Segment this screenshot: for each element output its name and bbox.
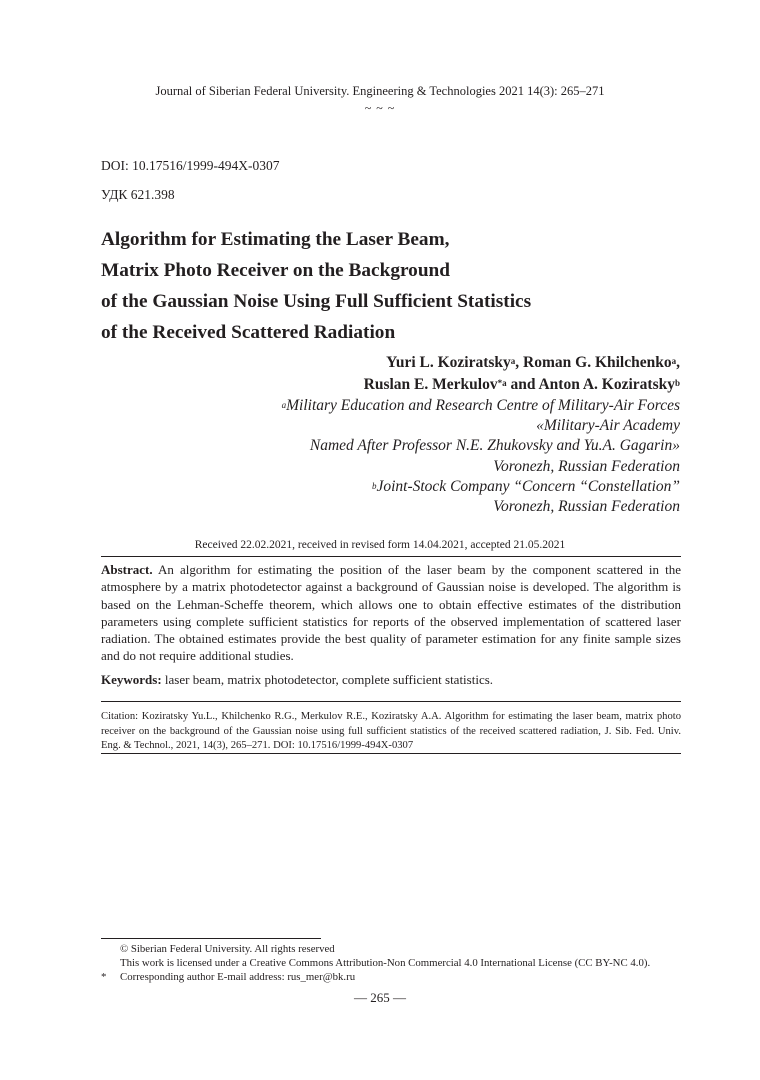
abstract-text: An algorithm for estimating the position of the laser beam by the component scattered in the atmosphere by a matrix photodetector against a background of Gaussian noise is developed. The algorithm is based on the Lehman-Scheffe theorem, which allows one to obtain effective estimates of the distribution parameters using complete sufficient statistics for reports of the observed implementation of scattered laser radiation. The obtained estimates provide the best quality of parameter estimation for any finite sample sizes and do not require additional studies. — [101, 562, 681, 664]
keywords — [101, 671, 681, 688]
corresponding-footnote — [101, 970, 355, 984]
page-number: — 265 — — [354, 990, 406, 1005]
citation: Citation: Koziratsky Yu.L., Khilchenko R.G., Merkulov R.E., Koziratsky A.A. Algorithm for estimating the laser beam, matrix photo receiver on the background of the Gaussian noise using full sufficient statistics of the received scattered radiation, J. Sib. Fed. Univ. Eng. & Technol., 2021, 14(3), 265–271. DOI: 10.17516/1999-494X-0307 — [101, 711, 681, 751]
citation-bottom-rule — [101, 753, 681, 754]
affiliations — [80, 396, 680, 517]
received-dates: Received 22.02.2021, received in revised form 14.04.2021, accepted 21.05.2021 — [194, 539, 566, 551]
author-affil-mark: *a — [497, 378, 507, 388]
title-line: of the Gaussian Noise Using Full Sufficient Statistics — [101, 291, 532, 312]
footnote-marker: * — [101, 971, 107, 983]
affiliation-line — [80, 497, 680, 517]
affiliation-text: Voronezh, Russian Federation — [493, 457, 680, 475]
affiliation-mark: b — [371, 480, 377, 491]
doi-line[interactable]: DOI: 10.17516/1999-494X-0307 — [101, 158, 280, 173]
title-line: Matrix Photo Receiver on the Background — [101, 260, 450, 281]
copyright-footnote: © Siberian Federal University. All rights reserved — [120, 943, 335, 955]
affiliation-line — [80, 396, 680, 416]
affiliation-text: Joint-Stock Company “Concern “Constellation” — [376, 477, 680, 495]
affiliation-line — [80, 477, 680, 497]
affiliation-line — [80, 416, 680, 436]
keywords-label: Keywords: — [101, 672, 162, 687]
author-name: Roman G. Khilchenko — [523, 354, 672, 371]
affiliation-text: «Military-Air Academy — [536, 417, 680, 435]
author-affil-mark: b — [674, 378, 680, 388]
author-separator: , — [676, 354, 680, 371]
abstract — [101, 561, 681, 665]
affiliation-text: Voronezh, Russian Federation — [493, 498, 680, 516]
author-line — [80, 352, 680, 374]
license-footnote[interactable]: This work is licensed under a Creative Commons Attribution-Non Commercial 4.0 International License (CC BY-NC 4.0). — [120, 957, 651, 969]
footnote-rule — [101, 938, 321, 939]
abstract-top-rule — [101, 556, 681, 557]
author-line — [80, 374, 680, 396]
author-name: Yuri L. Koziratsky — [386, 354, 511, 371]
keywords-text: laser beam, matrix photodetector, complete sufficient statistics. — [164, 672, 494, 687]
affiliation-text: Named After Professor N.E. Zhukovsky and Yu.A. Gagarin» — [309, 437, 680, 455]
journal-header: Journal of Siberian Federal University. Engineering & Technologies 2021 14(3): 265–271 — [155, 84, 605, 98]
author-name: Anton A. Koziratsky — [538, 376, 675, 393]
corresponding-email[interactable]: Corresponding author E-mail address: rus_mer@bk.ru — [120, 971, 356, 983]
affiliation-mark: a — [281, 400, 287, 410]
author-affil-mark: a — [510, 356, 516, 366]
citation-top-rule — [101, 701, 681, 702]
article-title — [101, 224, 701, 348]
author-name: Ruslan E. Merkulov — [363, 376, 498, 393]
udk-line: УДК 621.398 — [101, 187, 175, 202]
affiliation-line — [80, 457, 680, 477]
author-separator: and — [506, 376, 539, 393]
title-line: Algorithm for Estimating the Laser Beam, — [101, 229, 450, 250]
author-affil-mark: a — [671, 356, 677, 366]
abstract-label: Abstract. — [101, 562, 153, 577]
author-separator: , — [515, 354, 524, 371]
affiliation-line — [80, 436, 680, 456]
affiliation-text: Military Education and Research Centre of Military-Air Forces — [286, 397, 680, 414]
title-line: of the Received Scattered Radiation — [101, 322, 396, 343]
header-ornament: ~ ~ ~ — [364, 101, 396, 115]
author-list — [80, 352, 680, 396]
